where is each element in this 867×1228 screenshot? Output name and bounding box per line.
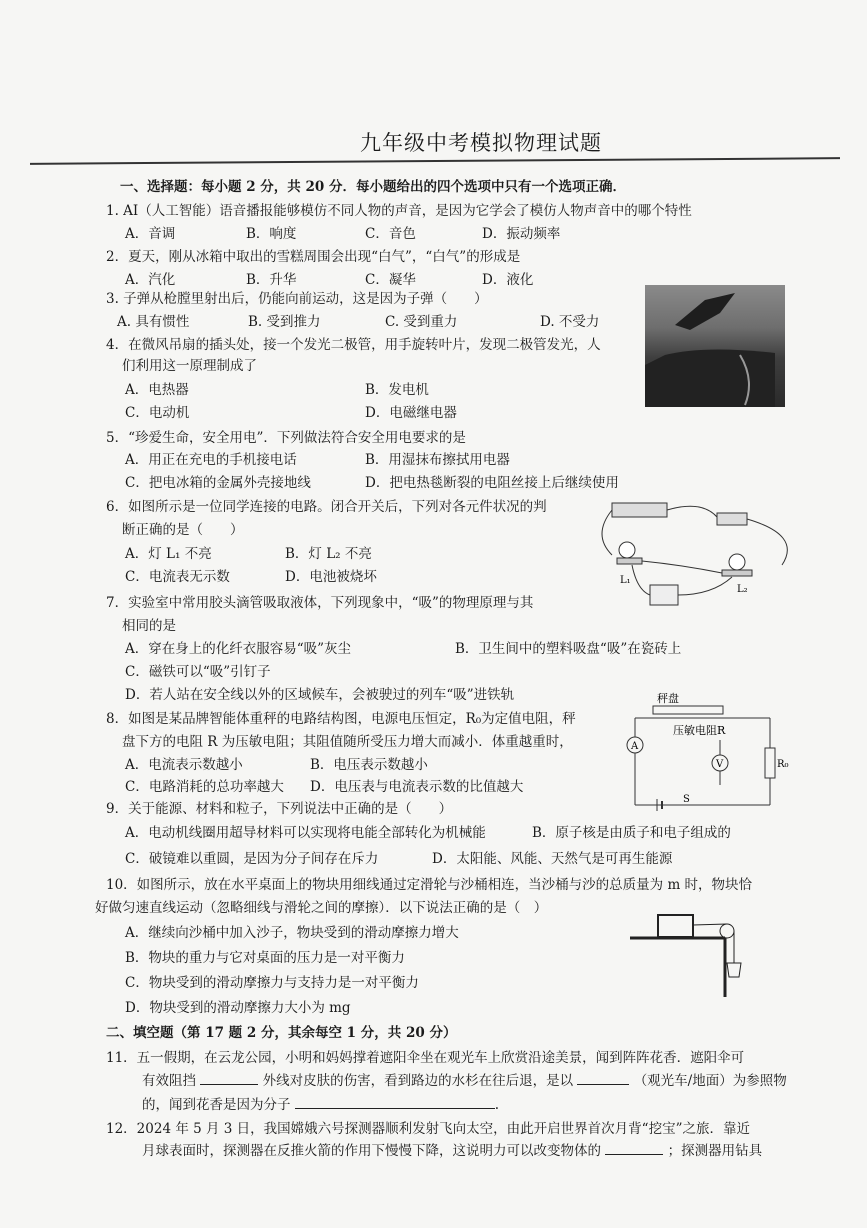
q11-line2-b: 外线对皮肤的伤害，看到路边的水杉在往后退，是以: [262, 1073, 574, 1089]
q9-option-d: D．太阳能、风能、天然气是可再生能源: [432, 851, 673, 867]
q10-option-b: B．物块的重力与它对桌面的压力是一对平衡力: [125, 950, 405, 966]
q7-option-c: C．磁铁可以“吸”引钉子: [125, 664, 271, 680]
title-rule: [30, 157, 840, 165]
q6-label-l1: L₁: [620, 575, 631, 586]
q4-option-b: B．发电机: [365, 382, 429, 398]
q10-stem-line1: 10．如图所示，放在水平桌面上的物块用细线通过定滑轮与沙桶相连，当沙桶与沙的总质量为 m 时，物块恰: [106, 877, 753, 893]
q6-stem-line1: 6．如图所示是一位同学连接的电路。闭合开关后，下列对各元件状况的判: [106, 499, 547, 515]
q4-option-d: D．电磁继电器: [365, 405, 457, 421]
q8-label-a: A: [631, 741, 639, 752]
q12-line2: [142, 1142, 762, 1160]
q9-option-b: B．原子核是由质子和电子组成的: [532, 825, 731, 841]
q11-line2: [142, 1072, 787, 1090]
q9-option-a: A．电动机线圈用超导材料可以实现将电能全部转化为机械能: [125, 825, 486, 841]
q8-scale-circuit: [625, 690, 800, 812]
q8-label-r: 压敏电阻R: [673, 724, 726, 737]
q6-stem-line2: 断正确的是（ ）: [122, 522, 244, 538]
q10-stem-line2: 好做匀速直线运动（忽略细线与滑轮之间的摩擦）．以下说法正确的是（ ）: [95, 900, 548, 916]
q7-option-a: A．穿在身上的化纤衣服容易“吸”灰尘: [125, 641, 352, 657]
q2-stem: 2．夏天，刚从冰箱中取出的雪糕周围会出现“白气”，“白气”的形成是: [106, 249, 521, 265]
q12-blank-1[interactable]: [605, 1154, 663, 1155]
section2-heading: 二、填空题（第 17 题 2 分，其余每空 1 分，共 20 分）: [106, 1025, 457, 1041]
q8-label-v: V: [716, 759, 724, 770]
q11-blank-1[interactable]: [200, 1084, 258, 1085]
q6-option-b: B．灯 L₂ 不亮: [285, 546, 372, 562]
q5-option-a: A．用正在充电的手机接电话: [125, 452, 297, 468]
q6-option-d: D．电池被烧坏: [285, 569, 377, 585]
page-title: 九年级中考模拟物理试题: [360, 131, 602, 155]
q7-option-b: B．卫生间中的塑料吸盘“吸”在瓷砖上: [455, 641, 682, 657]
q11-line1: 11．五一假期，在云龙公园，小明和妈妈撑着遮阳伞坐在观光车上欣赏沿途美景，闻到阵阵花香．遮阳伞可: [106, 1050, 745, 1066]
q3-option-b: B. 受到推力: [248, 314, 321, 330]
q6-option-a: A．灯 L₁ 不亮: [125, 546, 212, 562]
q3-stem: 3. 子弹从枪膛里射出后，仍能向前运动，这是因为子弹（ ）: [106, 291, 488, 307]
q1-option-a: A．音调: [125, 226, 176, 242]
q8-label-s: S: [683, 794, 690, 805]
q2-option-c: C．凝华: [365, 272, 416, 288]
q10-option-d: D．物块受到的滑动摩擦力大小为 mg: [125, 1000, 351, 1016]
q8-option-c: C．电路消耗的总功率越大: [125, 779, 284, 795]
q5-option-d: D．把电热毯断裂的电阻丝接上后继续使用: [365, 475, 619, 491]
q12-line2-b: ；探测器用钻具: [667, 1143, 763, 1159]
q4-option-c: C．电动机: [125, 405, 190, 421]
section1-heading: 一、选择题：每小题 2 分，共 20 分．每小题给出的四个选项中只有一个选项正确．: [120, 179, 626, 195]
q4-stem-line1: 4．在微风吊扇的插头处，接一个发光二极管，用手旋转叶片，发现二极管发光，人: [106, 337, 601, 353]
fan-led-photo: [645, 285, 785, 407]
q8-option-d: D．电压表与电流表示数的比值越大: [310, 779, 524, 795]
q6-label-l2: L₂: [737, 584, 748, 595]
q2-option-d: D．液化: [482, 272, 534, 288]
q6-circuit-diagram: [592, 495, 807, 615]
q11-blank-2[interactable]: [577, 1084, 629, 1085]
q11-line2-c: （观光车/地面）为参照物: [633, 1073, 787, 1089]
q8-label-r0: R₀: [777, 759, 789, 770]
q8-option-b: B．电压表示数越小: [310, 757, 428, 773]
q8-label-pan: 秤盘: [657, 692, 679, 705]
q7-option-d: D．若人站在安全线以外的区域候车，会被驶过的列车“吸”进铁轨: [125, 687, 515, 703]
q7-stem-line1: 7．实验室中常用胶头滴管吸取液体，下列现象中，“吸”的物理原理与其: [106, 595, 534, 611]
q9-stem: 9．关于能源、材料和粒子，下列说法中正确的是（ ）: [106, 801, 453, 817]
q6-option-c: C．电流表无示数: [125, 569, 230, 585]
q8-stem-line2: 盘下方的电阻 R 为压敏电阻；其阻值随所受压力增大而减小．体重越重时，: [122, 734, 573, 750]
q4-option-a: A．电热器: [125, 382, 189, 398]
q10-option-c: C．物块受到的滑动摩擦力与支持力是一对平衡力: [125, 975, 419, 991]
q5-option-c: C．把电冰箱的金属外壳接地线: [125, 475, 311, 491]
q5-stem: 5．“珍爱生命，安全用电”．下列做法符合安全用电要求的是: [106, 430, 466, 446]
q5-option-b: B．用湿抹布擦拭用电器: [365, 452, 510, 468]
q10-pulley-diagram: [630, 905, 745, 1000]
q10-option-a: A．继续向沙桶中加入沙子，物块受到的滑动摩擦力增大: [125, 925, 459, 941]
q11-line3: 的，闻到花香是因为分子 .: [142, 1097, 500, 1113]
q3-option-d: D. 不受力: [540, 314, 600, 330]
q3-option-a: A. 具有惯性: [117, 314, 190, 330]
q1-stem: 1. AI（人工智能）语音播报能够模仿不同人物的声音，是因为它学会了模仿人物声音中的哪个特性: [106, 203, 692, 219]
q11-line2-a: 有效阻挡: [142, 1073, 196, 1089]
q9-option-c: C．破镜难以重圆，是因为分子间存在斥力: [125, 851, 379, 867]
q3-option-c: C. 受到重力: [385, 314, 458, 330]
q2-option-b: B．升华: [246, 272, 297, 288]
q1-option-d: D．振动频率: [482, 226, 561, 242]
q7-stem-line2: 相同的是: [122, 618, 176, 634]
q4-stem-line2: 们利用这一原理制成了: [122, 358, 257, 374]
q12-line2-a: 月球表面时，探测器在反推火箭的作用下慢慢下降，这说明力可以改变物体的: [142, 1143, 601, 1159]
q1-option-c: C．音色: [365, 226, 416, 242]
q8-stem-line1: 8．如图是某品牌智能体重秤的电路结构图，电源电压恒定，R₀为定值电阻，秤: [106, 711, 576, 727]
q11-blank-3[interactable]: [295, 1108, 495, 1109]
q11-line3-text: 的，闻到花香是因为分子: [142, 1097, 291, 1113]
q8-option-a: A．电流表示数越小: [125, 757, 243, 773]
q12-line1: 12．2024 年 5 月 3 日，我国嫦娥六号探测器顺利发射飞向太空，由此开启世界首次月背“挖宝”之旅．靠近: [106, 1121, 750, 1137]
q2-option-a: A．汽化: [125, 272, 176, 288]
q1-option-b: B．响度: [246, 226, 297, 242]
